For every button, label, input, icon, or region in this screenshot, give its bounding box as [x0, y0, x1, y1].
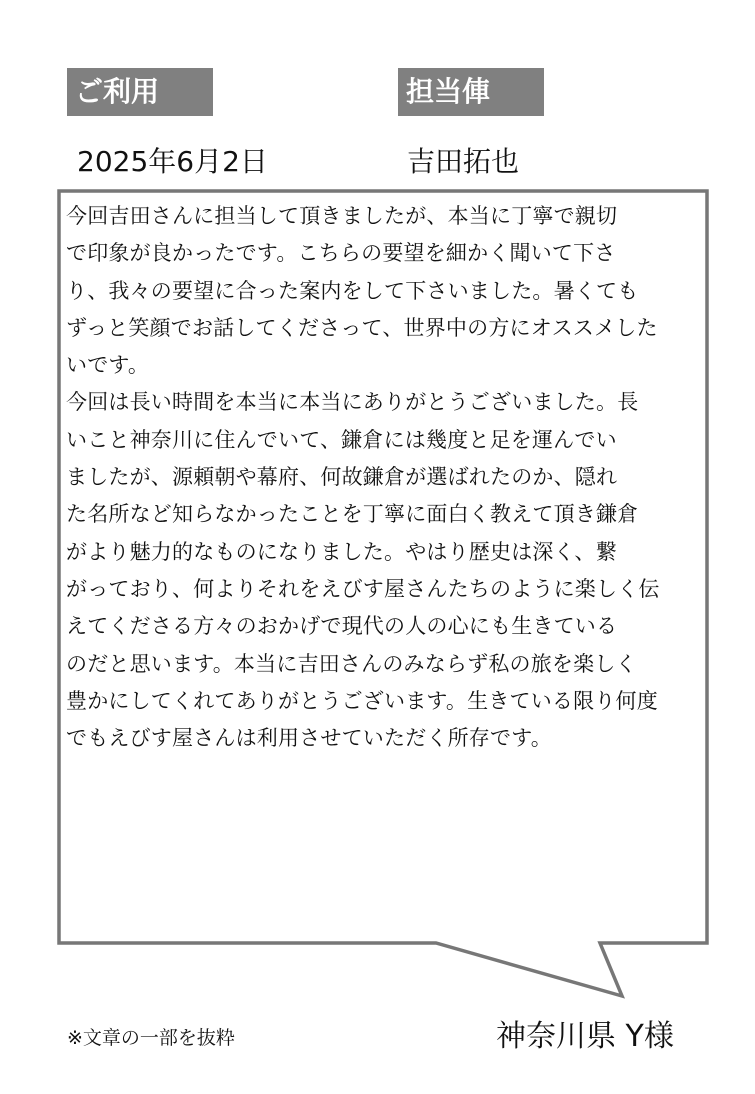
usage-label: ご利用 — [67, 68, 213, 116]
staff-label: 担当俥 — [398, 68, 544, 116]
usage-date: 2025年6月2日 — [77, 145, 268, 178]
review-paragraph: 今回吉田さんに担当して頂きましたが、本当に丁寧で親切 で印象が良かったです。こちらの要望を細かく聞いて下さ り、我々の要望に合った案内をして下さいました。暑くても ずっと笑顔でお話してくださって、世界中の方にオススメした いです。 — [66, 204, 658, 378]
excerpt-note: ※文章の一部を抜粋 — [67, 1027, 235, 1049]
customer-name: 神奈川県 Y様 — [496, 1019, 674, 1054]
review-comment — [66, 198, 698, 757]
staff-name: 吉田拓也 — [407, 145, 520, 178]
review-paragraph: 今回は長い時間を本当に本当にありがとうございました。長 いこと神奈川に住んでいて、鎌倉には幾度と足を運んでい ましたが、源頼朝や幕府、何故鎌倉が選ばれたのか、隠れ た名所など知らなかったことを丁寧に面白く教えて頂き鎌倉 がより魅力的なものになりました。やはり歴史は深く、繋 がっており、何よりそれをえびす屋さんたちのように楽しく伝 えてくださる方々のおかげで現代の人の心にも生きている のだと思います。本当に吉田さんのみならず私の旅を楽しく 豊かにしてくれてありがとうございます。生きている限り何度 でもえびす屋さんは利用させていただく所存です。 — [66, 390, 660, 751]
